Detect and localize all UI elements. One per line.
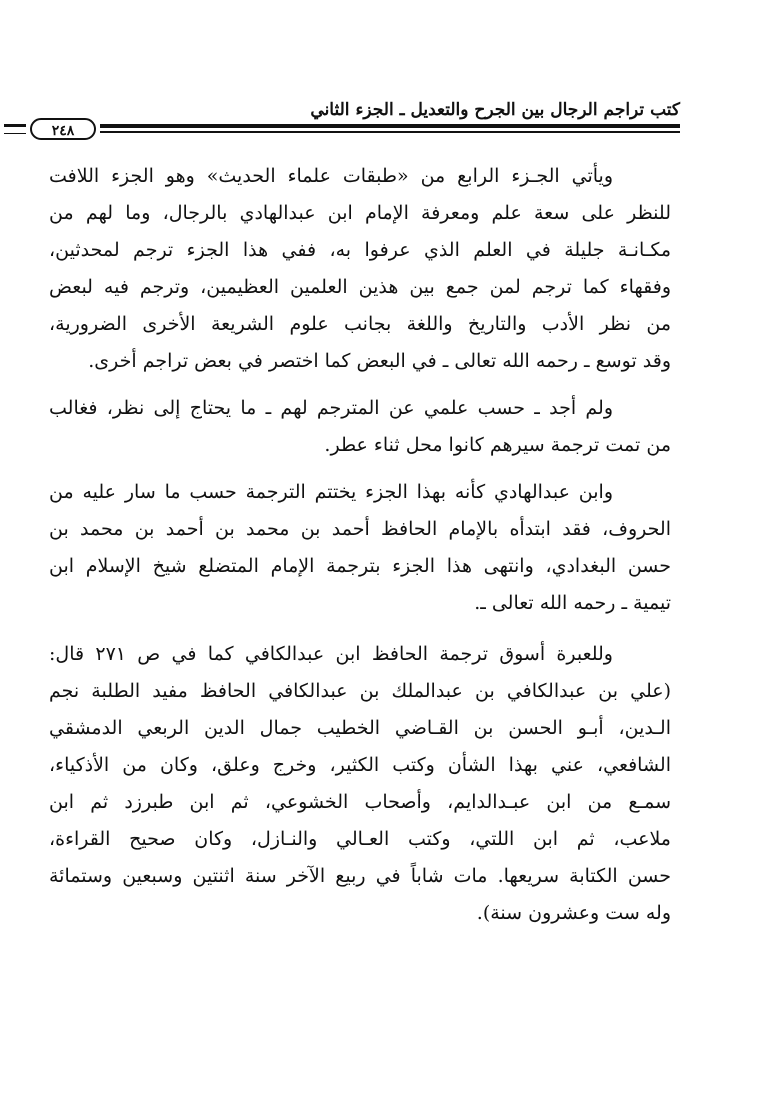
text-line: وقد توسع ـ رحمه الله تعالى ـ في البعض كما اختصر في بعض تراجم أخرى.	[88, 350, 671, 372]
header-rule-thick	[100, 124, 680, 128]
text-line: وفقهاء كما ترجم لمن جمع بين هذين العلمين العظيمين، وترجم فيه لبعض	[49, 276, 671, 298]
text-line: حسن الكتابة سريعها. مات شاباً في ربيع الآخر سنة اثنتين وسبعين وستمائة	[49, 865, 671, 887]
running-title: كتب تراجم الرجال بين الجرح والتعديل ـ الجزء الثاني	[310, 100, 680, 120]
text-line: مكـانـة جليلة في العلم الذي عرفوا به، ففي هذا الجزء ترجم لمحدثين،	[49, 239, 671, 261]
header-rule-thin	[100, 131, 680, 133]
paragraph	[49, 390, 671, 464]
text-line: حسن البغدادي، وانتهى هذا الجزء بترجمة الإمام المتضلع شيخ الإسلام ابن	[49, 555, 671, 577]
text-line: سمـع من ابن عبـدالدايم، وأصحاب الخشوعي، ثم ابن طبرزد ثم ابن	[49, 791, 671, 813]
paragraph	[49, 158, 671, 380]
text-line: وابن عبدالهادي كأنه بهذا الجزء يختتم الترجمة حسب ما سار عليه من	[49, 481, 613, 503]
page-header	[30, 98, 680, 140]
text-line: من تمت ترجمة سيرهم كانوا محل ثناء عطر.	[324, 434, 671, 456]
text-line: الحروف، فقد ابتدأه بالإمام الحافظ أحمد بن محمد بن أحمد بن محمد بن	[49, 518, 671, 540]
text-line: من نظر الأدب والتاريخ واللغة بجانب علوم الشريعة الأخرى الضرورية،	[49, 313, 671, 335]
text-line: الـدين، أبـو الحسن بن القـاضي الخطيب جمال الدين الربعي الدمشقي	[49, 717, 671, 739]
text-line: الشافعي، عني بهذا الشأن وكتب الكثير، وخرج وعلق، وكان من الأذكياء،	[49, 754, 671, 776]
text-line: تيمية ـ رحمه الله تعالى ـ.	[474, 592, 671, 614]
text-line: (علي بن عبدالكافي بن عبدالملك بن عبدالكافي الحافظ مفيد الطلبة نجم	[49, 680, 671, 702]
page-number: ٢٤٨	[30, 118, 96, 140]
paragraph	[49, 636, 671, 932]
text-line: ويأتي الجـزء الرابع من «طبقات علماء الحديث» وهو الجزء اللافت	[49, 165, 613, 187]
text-line: وله ست وعشرون سنة).	[476, 902, 671, 924]
text-line: ملاعب، ثم ابن اللتي، وكتب العـالي والنـازل، وكان صحيح القراءة،	[49, 828, 671, 850]
page-body	[49, 158, 671, 932]
text-line: وللعبرة أسوق ترجمة الحافظ ابن عبدالكافي كما في ص ٢٧١ قال:	[49, 643, 613, 665]
header-ornament	[4, 124, 26, 134]
text-line: للنظر على سعة علم ومعرفة الإمام ابن عبدالهادي بالرجال، وما لهم من	[49, 202, 671, 224]
paragraph	[49, 474, 671, 622]
text-line: ولم أجد ـ حسب علمي عن المترجم لهم ـ ما يحتاج إلى نظر، فغالب	[49, 397, 613, 419]
